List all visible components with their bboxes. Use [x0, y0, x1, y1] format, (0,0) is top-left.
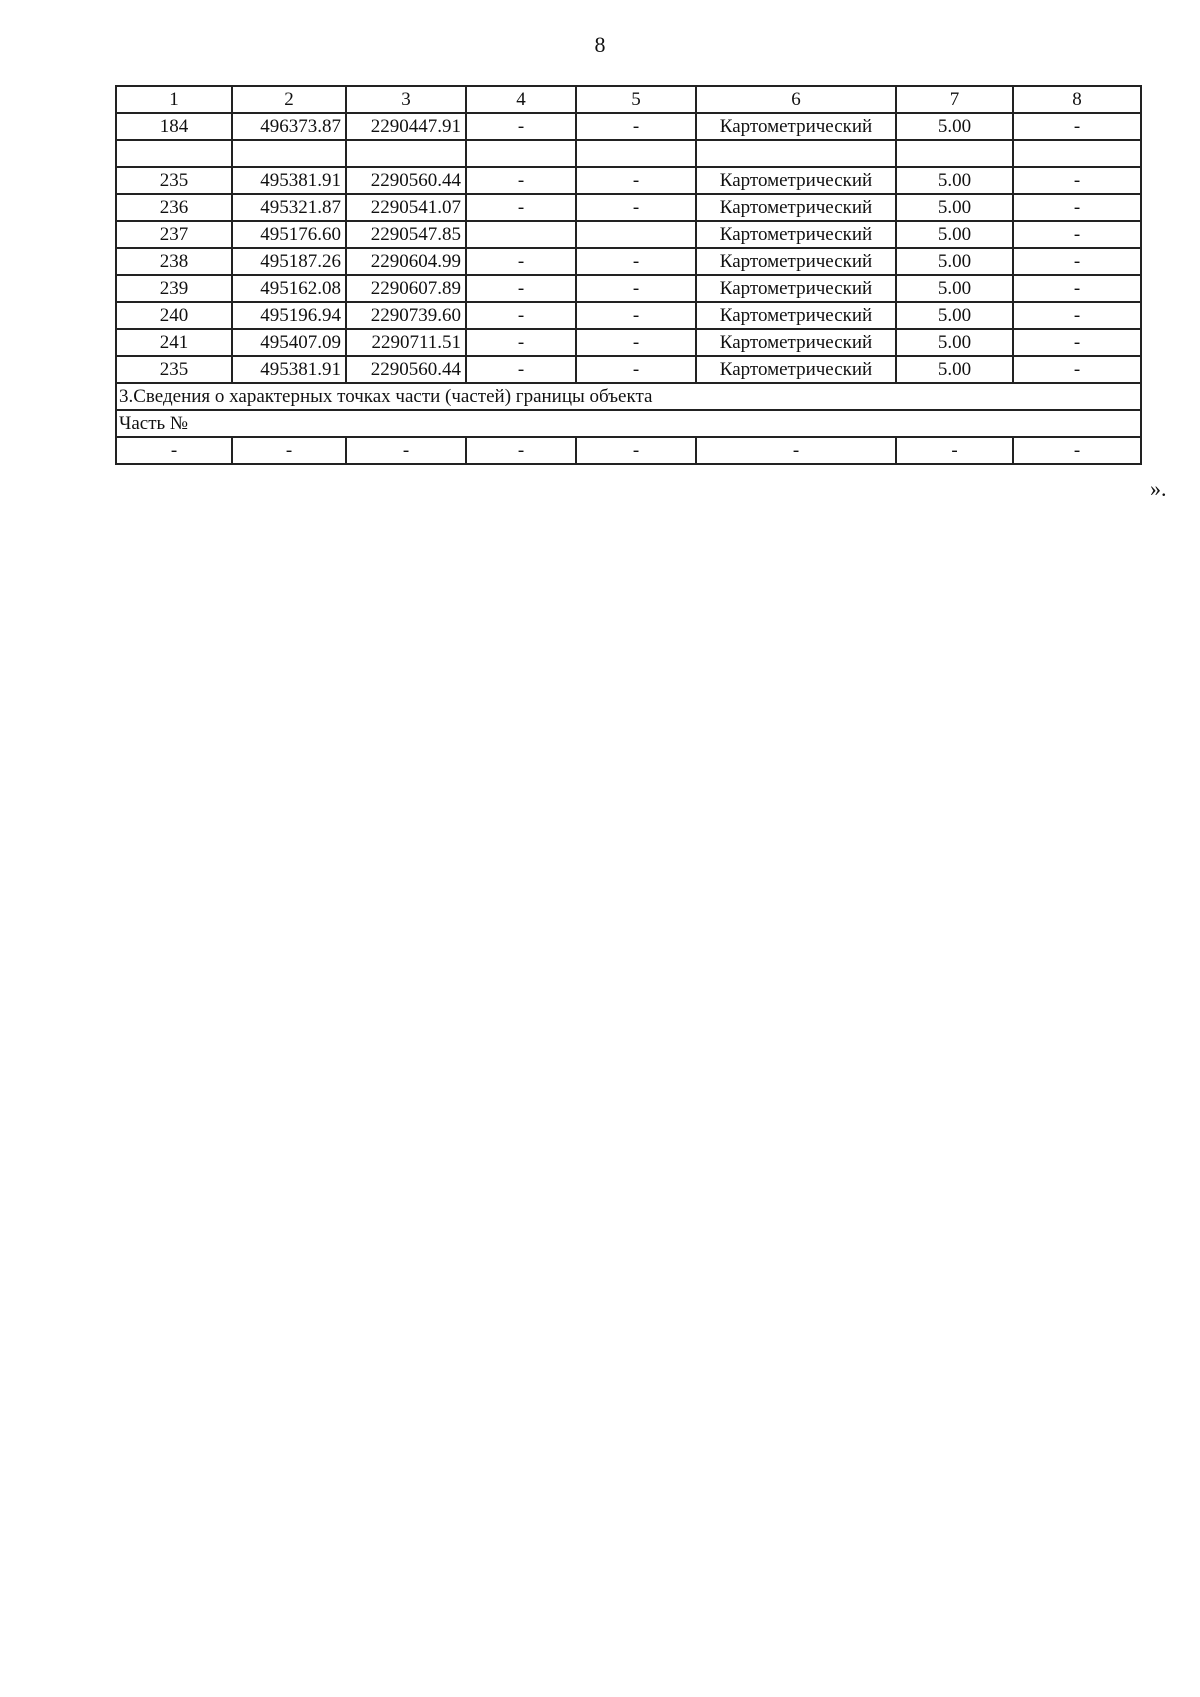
col8-cell: - — [1013, 221, 1141, 248]
y-coordinate-cell: 2290560.44 — [346, 356, 466, 383]
point-number-cell: 184 — [116, 113, 232, 140]
y-coordinate-cell: 2290711.51 — [346, 329, 466, 356]
y-coordinate-cell: 2290447.91 — [346, 113, 466, 140]
final-cell: - — [466, 437, 576, 464]
col4-cell: - — [466, 167, 576, 194]
method-cell: Картометрический — [696, 302, 896, 329]
accuracy-cell: 5.00 — [896, 194, 1013, 221]
table-row — [116, 140, 1141, 167]
accuracy-cell: 5.00 — [896, 167, 1013, 194]
page-number: 8 — [594, 32, 606, 57]
x-coordinate-cell: 496373.87 — [232, 113, 346, 140]
col8-cell: - — [1013, 329, 1141, 356]
method-cell — [696, 140, 896, 167]
x-coordinate-cell: 495187.26 — [232, 248, 346, 275]
final-row — [116, 437, 1141, 464]
table-row — [116, 248, 1141, 275]
col5-cell: - — [576, 275, 696, 302]
accuracy-cell: 5.00 — [896, 248, 1013, 275]
method-cell: Картометрический — [696, 356, 896, 383]
header-cell: 7 — [896, 86, 1013, 113]
col4-cell: - — [466, 194, 576, 221]
accuracy-cell: 5.00 — [896, 356, 1013, 383]
point-number-cell: 238 — [116, 248, 232, 275]
final-cell: - — [576, 437, 696, 464]
header-row — [116, 86, 1141, 113]
point-number-cell — [116, 140, 232, 167]
point-number-cell: 239 — [116, 275, 232, 302]
col5-cell: - — [576, 302, 696, 329]
table-row — [116, 329, 1141, 356]
col4-cell: - — [466, 113, 576, 140]
header-cell: 2 — [232, 86, 346, 113]
part-number-label: Часть № — [116, 410, 1141, 437]
col4-cell: - — [466, 275, 576, 302]
y-coordinate-cell: 2290604.99 — [346, 248, 466, 275]
table-row — [116, 275, 1141, 302]
point-number-cell: 235 — [116, 356, 232, 383]
part-row — [116, 410, 1141, 437]
header-cell: 4 — [466, 86, 576, 113]
header-cell: 6 — [696, 86, 896, 113]
col5-cell: - — [576, 167, 696, 194]
closing-quote: ». — [1150, 476, 1167, 501]
col4-cell — [466, 221, 576, 248]
method-cell: Картометрический — [696, 248, 896, 275]
section-row — [116, 383, 1141, 410]
method-cell: Картометрический — [696, 113, 896, 140]
final-cell: - — [696, 437, 896, 464]
header-cell: 1 — [116, 86, 232, 113]
table-row — [116, 194, 1141, 221]
col5-cell: - — [576, 248, 696, 275]
point-number-cell: 241 — [116, 329, 232, 356]
method-cell: Картометрический — [696, 221, 896, 248]
col4-cell: - — [466, 302, 576, 329]
method-cell: Картометрический — [696, 167, 896, 194]
col8-cell: - — [1013, 248, 1141, 275]
col8-cell: - — [1013, 275, 1141, 302]
header-cell: 5 — [576, 86, 696, 113]
section-title: 3.Сведения о характерных точках части (частей) границы объекта — [116, 383, 1141, 410]
point-number-cell: 237 — [116, 221, 232, 248]
final-cell: - — [232, 437, 346, 464]
final-cell: - — [1013, 437, 1141, 464]
x-coordinate-cell: 495381.91 — [232, 356, 346, 383]
y-coordinate-cell: 2290560.44 — [346, 167, 466, 194]
final-cell: - — [346, 437, 466, 464]
point-number-cell: 235 — [116, 167, 232, 194]
method-cell: Картометрический — [696, 194, 896, 221]
y-coordinate-cell: 2290541.07 — [346, 194, 466, 221]
x-coordinate-cell: 495381.91 — [232, 167, 346, 194]
col8-cell: - — [1013, 194, 1141, 221]
x-coordinate-cell: 495407.09 — [232, 329, 346, 356]
accuracy-cell: 5.00 — [896, 329, 1013, 356]
y-coordinate-cell: 2290607.89 — [346, 275, 466, 302]
col5-cell: - — [576, 329, 696, 356]
coordinates-table — [115, 85, 1142, 465]
col4-cell: - — [466, 356, 576, 383]
header-cell: 3 — [346, 86, 466, 113]
accuracy-cell: 5.00 — [896, 275, 1013, 302]
point-number-cell: 240 — [116, 302, 232, 329]
x-coordinate-cell: 495196.94 — [232, 302, 346, 329]
x-coordinate-cell: 495176.60 — [232, 221, 346, 248]
col5-cell: - — [576, 356, 696, 383]
table-row — [116, 113, 1141, 140]
method-cell: Картометрический — [696, 329, 896, 356]
accuracy-cell: 5.00 — [896, 221, 1013, 248]
table-row — [116, 356, 1141, 383]
x-coordinate-cell: 495321.87 — [232, 194, 346, 221]
col8-cell: - — [1013, 167, 1141, 194]
accuracy-cell — [896, 140, 1013, 167]
col8-cell: - — [1013, 302, 1141, 329]
table-row — [116, 302, 1141, 329]
final-cell: - — [896, 437, 1013, 464]
method-cell: Картометрический — [696, 275, 896, 302]
col5-cell: - — [576, 113, 696, 140]
table-row — [116, 221, 1141, 248]
x-coordinate-cell: 495162.08 — [232, 275, 346, 302]
col5-cell: - — [576, 194, 696, 221]
col4-cell: - — [466, 248, 576, 275]
y-coordinate-cell: 2290547.85 — [346, 221, 466, 248]
accuracy-cell: 5.00 — [896, 113, 1013, 140]
final-cell: - — [116, 437, 232, 464]
col5-cell — [576, 140, 696, 167]
y-coordinate-cell: 2290739.60 — [346, 302, 466, 329]
col8-cell: - — [1013, 356, 1141, 383]
table-row — [116, 167, 1141, 194]
col5-cell — [576, 221, 696, 248]
col8-cell — [1013, 140, 1141, 167]
accuracy-cell: 5.00 — [896, 302, 1013, 329]
col8-cell: - — [1013, 113, 1141, 140]
point-number-cell: 236 — [116, 194, 232, 221]
x-coordinate-cell — [232, 140, 346, 167]
col4-cell: - — [466, 329, 576, 356]
header-cell: 8 — [1013, 86, 1141, 113]
y-coordinate-cell — [346, 140, 466, 167]
col4-cell — [466, 140, 576, 167]
